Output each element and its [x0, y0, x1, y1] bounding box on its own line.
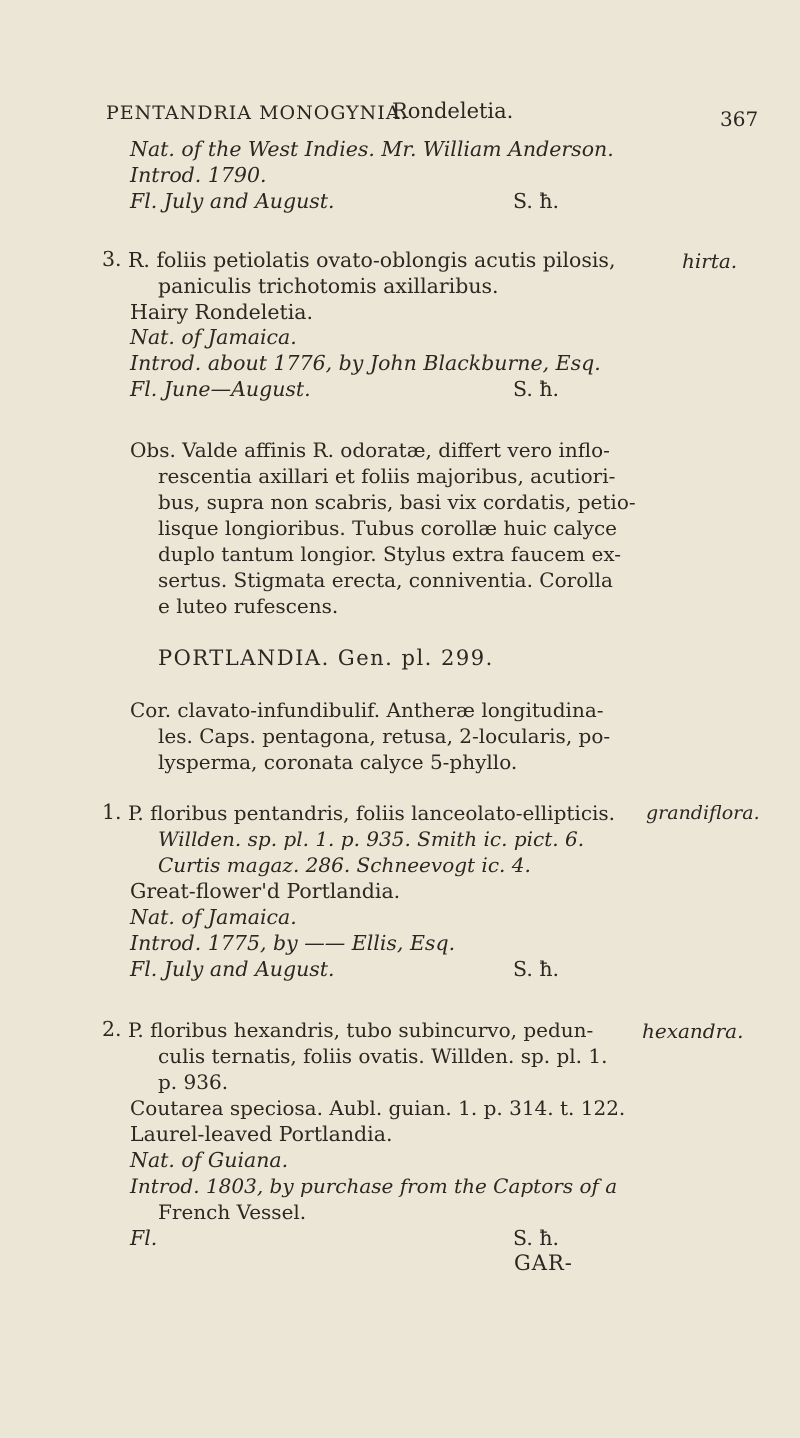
species-diagnosis: P. floribus pentandris, foliis lanceolato-ellipticis.	[128, 801, 616, 825]
text-line: Introd. about 1776, by John Blackburne, Esq.	[130, 351, 601, 375]
habit-sign: S. ħ.	[513, 957, 560, 981]
habit-sign: S. ħ.	[513, 1226, 560, 1250]
text-line: Nat. of Jamaica.	[130, 905, 297, 929]
genus-heading: PORTLANDIA. Gen. pl. 299.	[158, 646, 494, 670]
text-line: Fl.	[130, 1226, 158, 1250]
reference-line: Curtis magaz. 286. Schneevogt ic. 4.	[158, 853, 531, 877]
text-line: Fl. July and August.	[130, 957, 335, 981]
text-line: Nat. of Guiana.	[130, 1148, 289, 1172]
habit-sign: S. ħ.	[513, 189, 560, 213]
synonym-line: Coutarea speciosa. Aubl. guian. 1. p. 314. t. 122.	[130, 1096, 626, 1120]
observation-line: e luteo rufescens.	[158, 594, 339, 618]
text-line: Fl. July and August.	[130, 189, 335, 213]
observation-line: rescentia axillari et foliis majoribus, acutiori-	[158, 464, 616, 488]
text-line: Introd. 1803, by purchase from the Captors of a	[130, 1174, 618, 1198]
species-diagnosis: P. floribus hexandris, tubo subincurvo, pedun-	[128, 1018, 594, 1042]
running-head-genus: Rondeletia.	[392, 99, 514, 123]
genus-character: Cor. clavato-infundibulif. Antheræ longitudina-	[130, 698, 604, 722]
catchword: GAR-	[514, 1251, 573, 1275]
text-line: p. 936.	[158, 1070, 229, 1094]
common-name: Hairy Rondeletia.	[130, 300, 314, 324]
species-diagnosis: R. foliis petiolatis ovato-oblongis acutis pilosis,	[128, 248, 616, 272]
common-name: Great-flower'd Portlandia.	[130, 879, 401, 903]
reference-line: Willden. sp. pl. 1. p. 935. Smith ic. pict. 6.	[158, 827, 585, 851]
observation-line: Obs. Valde affinis R. odoratæ, differt vero inflo-	[130, 438, 610, 462]
text-line: Introd. 1790.	[130, 163, 267, 187]
text-line: Nat. of Jamaica.	[130, 325, 297, 349]
text-line: Introd. 1775, by —— Ellis, Esq.	[130, 931, 456, 955]
page-number: 367	[720, 107, 759, 131]
genus-character: les. Caps. pentagona, retusa, 2-locularis, po-	[158, 724, 611, 748]
species-number: 2.	[102, 1017, 122, 1041]
species-epithet: grandiflora.	[646, 802, 760, 824]
genus-character: lysperma, coronata calyce 5-phyllo.	[158, 750, 518, 774]
observation-line: lisque longioribus. Tubus corollæ huic calyce	[158, 516, 618, 540]
running-head: PENTANDRIA MONOGYNIA.	[106, 102, 408, 124]
text-line: Fl. June—August.	[130, 377, 311, 401]
species-epithet: hexandra.	[642, 1019, 744, 1043]
species-epithet: hirta.	[682, 249, 738, 273]
observation-line: duplo tantum longior. Stylus extra faucem ex-	[158, 542, 622, 566]
text-line: French Vessel.	[158, 1200, 307, 1224]
text-line: paniculis trichotomis axillaribus.	[158, 274, 499, 298]
text-line: Nat. of the West Indies. Mr. William Anderson.	[130, 137, 614, 161]
observation-line: bus, supra non scabris, basi vix cordatis, petio-	[158, 490, 636, 514]
observation-line: sertus. Stigmata erecta, conniventia. Corolla	[158, 568, 613, 592]
species-number: 1.	[102, 800, 122, 824]
habit-sign: S. ħ.	[513, 377, 560, 401]
common-name: Laurel-leaved Portlandia.	[130, 1122, 393, 1146]
text-line: culis ternatis, foliis ovatis. Willden. sp. pl. 1.	[158, 1044, 608, 1068]
species-number: 3.	[102, 247, 122, 271]
